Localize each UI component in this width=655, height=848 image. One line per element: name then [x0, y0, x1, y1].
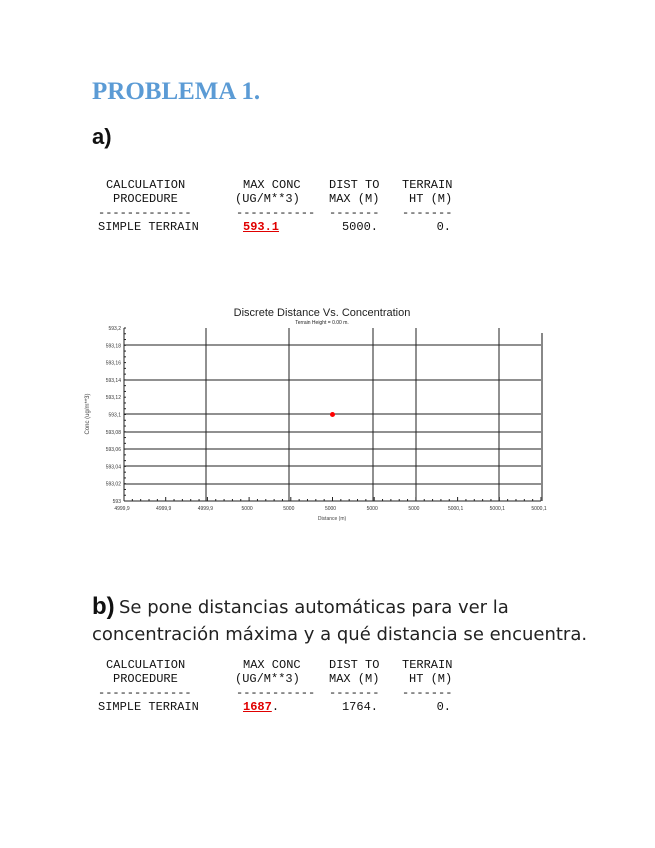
max-conc-suffix: .	[271, 700, 280, 714]
dashes-cell: -------	[402, 206, 453, 220]
x-tick-label: 5000,1	[447, 506, 464, 512]
y-tick-label: 593,2	[108, 326, 121, 332]
chart-xlabel: Distance (m)	[317, 516, 347, 522]
x-tick-label: 5000	[366, 506, 378, 512]
headers-line1-cell: DIST TO	[329, 658, 380, 672]
headers-line2-cell: MAX (M)	[329, 672, 380, 686]
terrain-cell: 0.	[436, 700, 451, 714]
y-tick-label: 593,16	[105, 360, 121, 367]
headers-line1-cell: TERRAIN	[402, 178, 453, 192]
dashes-cell: -----------	[236, 686, 316, 700]
chart-subtitle: Terrain Height = 0.00 m.	[295, 320, 349, 326]
headers-line2-cell: PROCEDURE	[113, 192, 178, 206]
chart-title: Discrete Distance Vs. Concentration	[233, 307, 411, 319]
procedure-cell: SIMPLE TERRAIN	[98, 700, 199, 714]
section-a-label: a)	[92, 124, 112, 149]
headers-line2-cell: (UG/M**3)	[235, 192, 300, 206]
max-conc-value: 1687	[243, 700, 272, 714]
headers-line2-cell: PROCEDURE	[113, 672, 178, 686]
x-tick-label: 5000	[283, 506, 295, 512]
x-tick-label: 4999,9	[156, 506, 172, 512]
procedure-cell: SIMPLE TERRAIN	[98, 220, 199, 234]
max-conc-value: 593.1	[243, 220, 280, 234]
headers-line2-cell: HT (M)	[409, 192, 453, 206]
headers-line2-cell: HT (M)	[409, 672, 453, 686]
y-tick-label: 593,18	[105, 343, 121, 350]
max-conc-cell	[243, 220, 279, 234]
plot-right-border	[541, 333, 543, 501]
x-tick-label: 5000	[241, 506, 253, 512]
headers-line1-cell: MAX CONC	[243, 178, 301, 192]
headers-line1-cell: MAX CONC	[243, 658, 301, 672]
data-point	[330, 412, 335, 417]
x-tick-label: 4999,9	[197, 506, 214, 512]
headers-line1-cell: CALCULATION	[106, 178, 186, 192]
section-b-text-line2: concentración máxima y a qué distancia se encuentra.	[92, 624, 588, 645]
headers-line2-cell: MAX (M)	[329, 192, 380, 206]
dashes-cell: -------	[329, 206, 380, 220]
headers-line1-cell: TERRAIN	[402, 658, 453, 672]
y-tick-label: 593,02	[105, 481, 121, 488]
dist-cell: 5000.	[341, 220, 378, 234]
headers-line1-cell: DIST TO	[329, 178, 380, 192]
x-tick-label: 5000,1	[489, 506, 505, 512]
terrain-cell: 0.	[436, 220, 451, 234]
y-tick-label: 593,1	[108, 412, 121, 419]
page-heading: PROBLEMA 1.	[92, 78, 261, 105]
y-tick-label: 593,14	[105, 377, 121, 384]
section-b-label: b)	[92, 593, 115, 620]
dashes-cell: -------------	[98, 686, 192, 700]
dashes-cell: -------	[402, 686, 453, 700]
dashes-cell: -------------	[98, 206, 192, 220]
y-tick-label: 593,04	[105, 464, 121, 471]
x-tick-label: 4999,9	[114, 506, 130, 512]
dashes-cell: -------	[329, 686, 380, 700]
y-tick-label: 593	[112, 499, 121, 505]
max-conc-cell	[243, 700, 279, 714]
headers-line2-cell: (UG/M**3)	[235, 672, 300, 686]
dashes-cell: -----------	[236, 206, 316, 220]
headers-line1-cell: CALCULATION	[106, 658, 186, 672]
dist-cell: 1764.	[341, 700, 378, 714]
y-tick-label: 593,06	[105, 447, 121, 454]
x-tick-label: 5000	[408, 506, 420, 512]
x-tick-label: 5000,1	[531, 506, 547, 512]
section-b-text-line1: Se pone distancias automáticas para ver la	[119, 597, 509, 618]
y-tick-label: 593,12	[105, 395, 121, 402]
chart-ylabel: Conc (ug/m**3)	[85, 393, 91, 435]
x-tick-label: 5000	[324, 506, 337, 512]
y-tick-label: 593,08	[105, 429, 121, 436]
